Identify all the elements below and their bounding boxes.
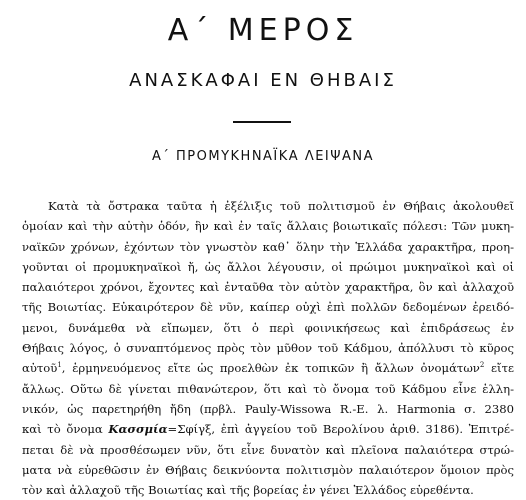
text-line: παλαιότεροι χρόνοι, ἔχοντες καὶ ἐνταῦθα τὸν αὐτὸν χαρακτῆρα, ὃν καὶ ἀλλαχοῦ [22,280,514,295]
text-segment: =Σφίγξ, ἐπὶ ἀγγείου τοῦ Βερολίνου ἀριθ. 3186). Ἐπιτρέ- [167,422,514,437]
footnote-marker: 1 [57,361,62,370]
text-line: ὁμοίαν καὶ τὴν αὐτὴν ὁδόν, ἣν καὶ ἐν ταῖς ἄλλαις βοιωτικαῖς πόλεσι: Τῶν μυκη- [22,219,514,234]
part-subtitle: ΑΝΑΣΚΑΦΑΙ ΕΝ ΘΗΒΑΙΣ [129,70,397,91]
text-line: τῆς Βοιωτίας. Εὐκαιρότερον δὲ νῦν, καίπερ οὐχὶ ἐπὶ πολλῶν δεδομένων ἐρειδό- [22,300,514,315]
text-line: ναϊκῶν χρόνων, ἐχόντων τὸν γνωστὸν καθ᾽ ὅλην τὴν Ἑλλάδα χαρακτῆρα, προη- [22,239,514,254]
text-segment: καὶ τὸ ὄνομα [22,422,109,437]
text-line: Κατὰ τὰ ὄστρακα ταῦτα ἡ ἐξέλιξις τοῦ πολιτισμοῦ ἐν Θήβαις ἀκολουθεῖ [48,199,514,213]
text-line: τὸν καὶ ἀλλαχοῦ τῆς Βοιωτίας καὶ τῆς βορείας ἐν γένει Ἑλλάδος εὑρεθέντα. [22,483,474,498]
title-divider [233,121,291,123]
text-line: Θήβαις λόγος, ὁ συναπτόμενος πρὸς τὸν μῦθον τοῦ Κάδμου, ἀπόλλυσι τὸ κῦρος [22,341,514,356]
emphasized-word: Κασσμία [108,422,168,437]
text-line [22,358,514,378]
text-segment: , ἑρμηνευόμενος εἴτε ὡς προελθὼν ἐκ τοπικῶν ἢ ἄλλων ὀνομάτων [61,361,480,376]
text-line: νικόν, ὡς παρετηρήθη ἤδη (πρβλ. Pauly-Wissowa R.-E. λ. Harmonia σ. 2380 [22,401,514,416]
text-line: πεται δὲ νὰ προσθέσωμεν νῦν, ὅτι εἶνε δυνατὸν καὶ πλεῖονα παλαιότερα στρώ- [22,442,514,457]
text-line: ἄλλως. Οὕτω δὲ γίνεται πιθανώτερον, ὅτι καὶ τὸ ὄνομα τοῦ Κάδμου εἶνε ἑλλη- [22,381,514,396]
text-segment: εἴτε [484,361,514,376]
part-title: Α΄ ΜΕΡΟΣ [167,13,359,48]
footnote-marker: 2 [479,361,485,370]
text-line: γοῦνται οἱ προμυκηναϊκοὶ ἤ, ὡς ἄλλοι λέγουσιν, οἱ πρώιμοι μυκηναϊκοὶ καὶ οἱ [22,259,514,274]
text-line [22,419,514,439]
section-title: Α΄ ΠΡΟΜΥΚΗΝΑΪΚΑ ΛΕΙΨΑΝΑ [151,149,375,164]
text-line: ματα νὰ εὑρεθῶσιν ἐν Θήβαις δεικνύοντα πολιτισμὸν παλαιότερον ὅμοιον πρὸς [22,462,514,477]
body-paragraph [22,196,514,500]
text-line: μενοι, δυνάμεθα νὰ εἴπωμεν, ὅτι ὁ περὶ φοινικήσεως καὶ ἐπιδράσεως ἐν [22,320,514,335]
text-segment: αὐτοῦ [22,361,58,376]
